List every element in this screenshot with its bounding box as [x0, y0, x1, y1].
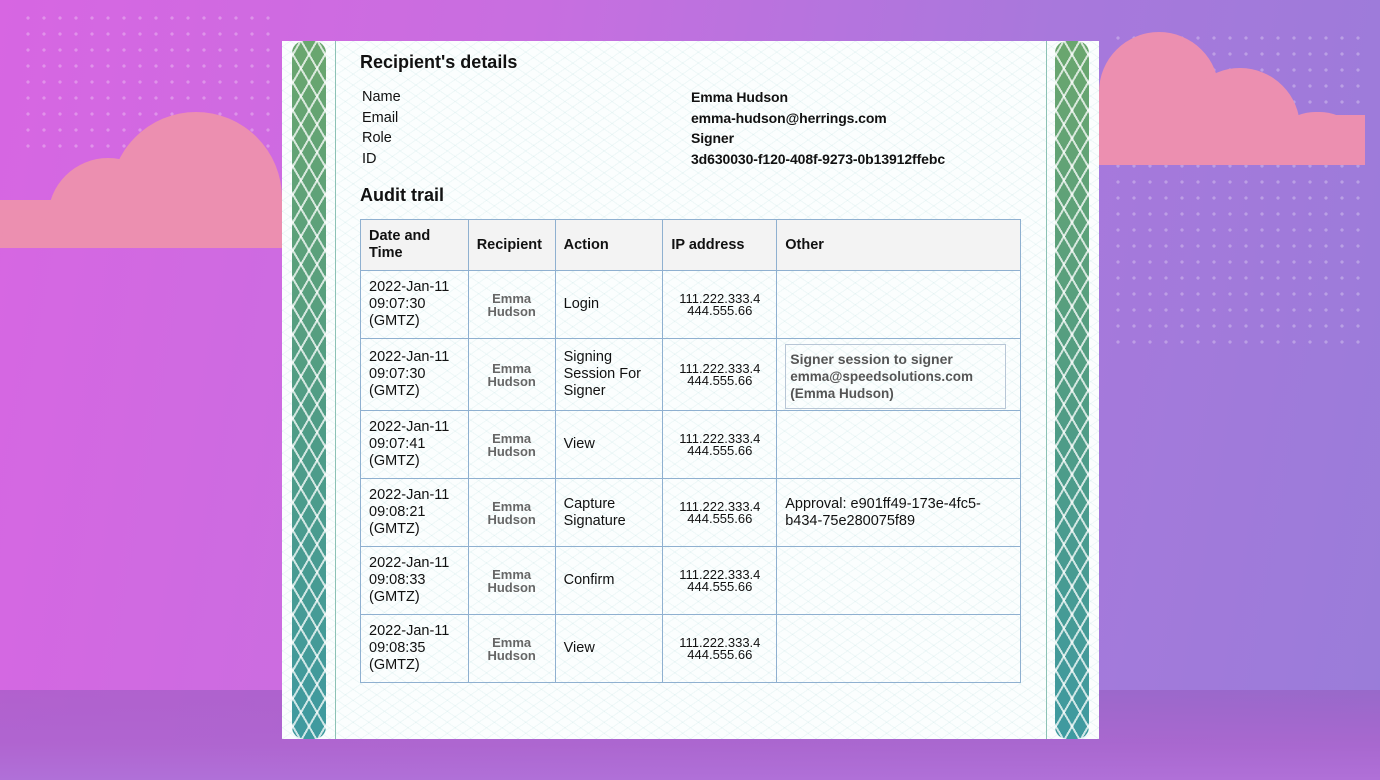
audit-trail-table	[360, 219, 1021, 683]
table-header-row	[361, 220, 1021, 271]
cell-ip: 111.222.333.4 444.555.66	[663, 339, 777, 411]
audit-trail-heading: Audit trail	[360, 185, 444, 205]
cell-ip: 111.222.333.4 444.555.66	[663, 479, 777, 547]
border-rule-right	[1046, 41, 1047, 739]
cell-action: Signing Session For Signer	[555, 339, 663, 411]
header-other: Other	[777, 220, 1021, 271]
cell-ip: 111.222.333.4 444.555.66	[663, 411, 777, 479]
cell-date-time: 2022-Jan-11 09:07:41 (GMTZ)	[361, 411, 469, 479]
detail-label: Name	[362, 89, 401, 105]
cell-ip: 111.222.333.4 444.555.66	[663, 615, 777, 683]
detail-label: Role	[362, 130, 392, 146]
detail-row-email	[362, 110, 982, 131]
cell-other	[777, 411, 1021, 479]
cell-action: View	[555, 411, 663, 479]
recipient-details-heading: Recipient's details	[360, 52, 518, 72]
detail-label: Email	[362, 109, 399, 126]
detail-row-name	[362, 89, 982, 110]
detail-row-role	[362, 130, 982, 151]
detail-row-id	[362, 151, 982, 172]
cell-other	[777, 271, 1021, 339]
cell-other	[777, 547, 1021, 615]
cell-date-time: 2022-Jan-11 09:08:21 (GMTZ)	[361, 479, 469, 547]
braided-border-right	[1055, 41, 1089, 739]
table-row	[361, 339, 1021, 411]
recipient-details	[362, 89, 982, 171]
table-row	[361, 479, 1021, 547]
cell-recipient: Emma Hudson	[468, 547, 555, 615]
detail-label: ID	[362, 150, 377, 167]
note-line-3: (Emma Hudson)	[790, 386, 894, 401]
detail-value: Signer	[691, 130, 734, 146]
cell-date-time: 2022-Jan-11 09:07:30 (GMTZ)	[361, 271, 469, 339]
cell-other: Approval: e901ff49-173e-4fc5-b434-75e280075f89	[777, 479, 1021, 547]
note-line-1: Signer session to signer	[790, 351, 953, 367]
table-row	[361, 547, 1021, 615]
cell-ip: 111.222.333.4 444.555.66	[663, 547, 777, 615]
table-row	[361, 615, 1021, 683]
certificate-page	[282, 41, 1099, 739]
cell-recipient: Emma Hudson	[468, 615, 555, 683]
header-recipient: Recipient	[468, 220, 555, 271]
cell-date-time: 2022-Jan-11 09:08:35 (GMTZ)	[361, 615, 469, 683]
cell-action: Capture Signature	[555, 479, 663, 547]
detail-value: Emma Hudson	[691, 89, 788, 105]
cell-other	[777, 615, 1021, 683]
header-date-time: Date and Time	[361, 220, 469, 271]
cell-recipient: Emma Hudson	[468, 479, 555, 547]
cell-other	[777, 339, 1021, 411]
cell-action: View	[555, 615, 663, 683]
border-rule-left	[335, 41, 336, 739]
table-row	[361, 271, 1021, 339]
braided-border-left	[292, 41, 326, 739]
cell-recipient: Emma Hudson	[468, 411, 555, 479]
table-row	[361, 411, 1021, 479]
cell-action: Login	[555, 271, 663, 339]
signing-session-note	[785, 344, 1006, 409]
note-line-2: emma@speedsolutions.com	[790, 369, 973, 384]
detail-value: emma-hudson@herrings.com	[691, 109, 887, 126]
cell-recipient: Emma Hudson	[468, 339, 555, 411]
cell-ip: 111.222.333.4 444.555.66	[663, 271, 777, 339]
header-action: Action	[555, 220, 663, 271]
cell-action: Confirm	[555, 547, 663, 615]
header-ip-address: IP address	[663, 220, 777, 271]
cell-date-time: 2022-Jan-11 09:07:30 (GMTZ)	[361, 339, 469, 411]
cell-recipient: Emma Hudson	[468, 271, 555, 339]
cell-date-time: 2022-Jan-11 09:08:33 (GMTZ)	[361, 547, 469, 615]
detail-value: 3d630030-f120-408f-9273-0b13912ffebc	[691, 150, 946, 167]
